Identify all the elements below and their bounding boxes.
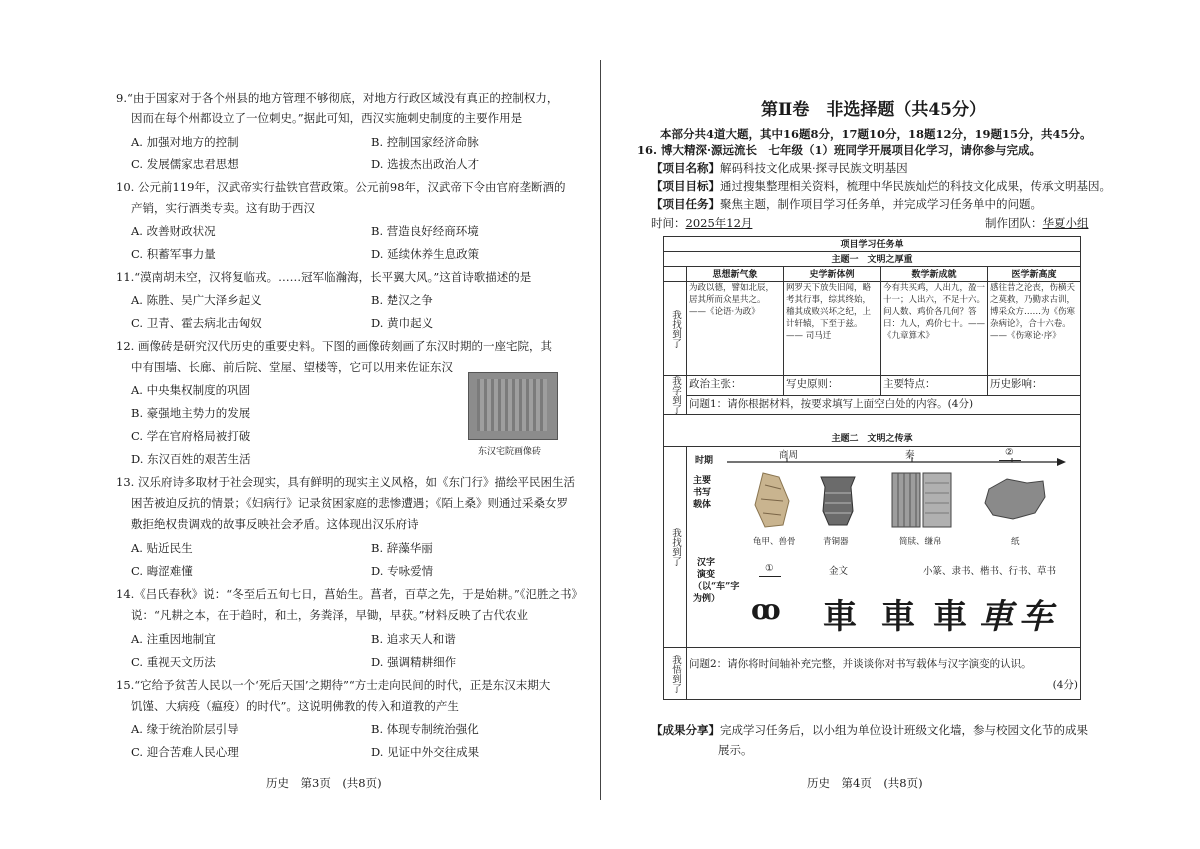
- q14-option-a: A. 注重因地制宜: [131, 632, 216, 646]
- share-line-1: [651, 722, 1088, 738]
- q12-stem-line1: 12. 画像砖是研究汉代历史的重要史料。下图的画像砖刻画了东汉时期的一座宅院，其: [116, 339, 552, 353]
- q9-option-d: D. 选拔杰出政治人才: [371, 157, 480, 171]
- q10-option-b: B. 营造良好经商环境: [371, 224, 479, 238]
- q9-option-b: B. 控制国家经济命脉: [371, 135, 479, 149]
- task-sheet-table: [663, 236, 1081, 700]
- brick-relief-image: [468, 372, 558, 440]
- script-bronze: 金文: [829, 566, 849, 577]
- header-history: 史学新体例: [784, 267, 881, 282]
- left-page: [0, 0, 598, 849]
- q14-stem-line1: 14.《吕氏春秋》说：“冬至后五旬七日，菖始生。菖者，百草之先，于是始耕。”《氾胜之书》: [116, 587, 584, 601]
- project-task-line: [651, 196, 1042, 212]
- glyph-running-che: 車: [979, 597, 1013, 637]
- q15-option-a: A. 缘于统治阶层引导: [131, 722, 239, 736]
- q13-option-d: D. 专咏爱情: [371, 564, 434, 578]
- label-evolution: 汉字演变（以“车”字为例）: [693, 558, 740, 604]
- oracle-bone-image: [749, 471, 793, 529]
- project-name-value: 解码科技文化成果·探寻民族文明基因: [720, 161, 908, 175]
- q15-stem-line2: 饥馑、大病疫（瘟疫）的时代”。这说明佛教的传入和道教的产生: [131, 699, 459, 713]
- q13-option-c: C. 晦涩难懂: [131, 564, 193, 578]
- q13-stem-line1: 13. 汉乐府诗多取材于社会现实，具有鲜明的现实主义风格，如《东门行》描绘平民困生活: [116, 475, 575, 489]
- header-thought: 思想新气象: [687, 267, 784, 282]
- project-name-label: 【项目名称】: [651, 161, 720, 175]
- carrier-bamboo-silk: 简牍、缣帛: [899, 537, 942, 547]
- timeline-arrow: [727, 457, 1067, 467]
- glyph-oracle-che: ꝏ: [751, 593, 775, 626]
- q9-option-c: C. 发展儒家忠君思想: [131, 157, 239, 171]
- q11-option-c: C. 卫青、霍去病北击匈奴: [131, 316, 262, 330]
- material-analects: 为政以德，譬如北辰，居其所而众星共之。——《论语·为政》: [687, 282, 784, 376]
- share-text-1: 完成学习任务后，以小组为单位设计班级文化墙，参与校园文化节的成果: [720, 723, 1088, 737]
- q13-option-a: A. 贴近民生: [131, 541, 193, 555]
- period-qin: 秦: [905, 450, 915, 461]
- blank-1-underline: [759, 576, 781, 577]
- q15-option-d: D. 见证中外交往成果: [371, 745, 480, 759]
- section-title: 第Ⅱ卷 非选择题（共45分）: [761, 100, 986, 120]
- blank-main-feature[interactable]: 主要特点：: [881, 376, 988, 396]
- carrier-oracle-bone: 龟甲、兽骨: [753, 537, 796, 547]
- glyph-seal-che: 車: [881, 597, 915, 637]
- team-line: [985, 215, 1089, 231]
- carrier-paper: 纸: [1011, 537, 1020, 547]
- team-label: 制作团队：: [985, 216, 1043, 230]
- q9-stem-line2: 因而在每个州都设立了一位刺史。”据此可知，西汉实施刺史制度的主要作用是: [131, 111, 523, 125]
- q10-option-d: D. 延续休养生息政策: [371, 247, 480, 261]
- q14-stem-line2: 说：“凡耕之本，在于趋时，和土，务粪泽，早锄，早获。”材料反映了古代农业: [131, 608, 529, 622]
- carrier-bronze: 青铜器: [823, 537, 849, 547]
- project-goal-label: 【项目目标】: [651, 179, 720, 193]
- share-label: 【成果分享】: [651, 723, 720, 737]
- glyph-cursive-che: 车: [1019, 597, 1053, 637]
- blank-political-idea[interactable]: 政治主张：: [687, 376, 784, 396]
- script-blank-1[interactable]: ①: [765, 563, 774, 574]
- q11-option-a: A. 陈胜、吴广大泽乡起义: [131, 293, 262, 307]
- q16-intro: 16. 博大精深·源远流长 七年级（1）班同学开展项目化学习，请你参与完成。: [637, 143, 1042, 157]
- q11-option-b: B. 楚汉之争: [371, 293, 433, 307]
- q10-option-c: C. 积蓄军事力量: [131, 247, 216, 261]
- material-sima-qian: 网罗天下放失旧闻，略考其行事，综其终始，稽其成败兴坏之纪，上计轩辕，下至于兹。—— 司马迁: [784, 282, 881, 376]
- project-name-line: [651, 160, 908, 176]
- q9-stem-line1: 9.“由于国家对于各个州县的地方管理不够彻底，对地方行政区域没有真正的控制权力，: [116, 91, 559, 105]
- brick-image-caption: 东汉宅院画像砖: [478, 447, 542, 457]
- script-later-forms: 小篆、隶书、楷书、行书、草书: [923, 566, 1057, 577]
- bronze-vessel-image: [813, 471, 863, 529]
- blank-history-principle[interactable]: 写史原则：: [784, 376, 881, 396]
- task-sheet-title: 项目学习任务单: [664, 237, 1081, 252]
- page-divider: [600, 60, 601, 800]
- row-label-found-2: 我找到了: [664, 447, 687, 648]
- glyph-clerical-che: 車: [933, 597, 967, 637]
- q12-option-a: A. 中央集权制度的巩固: [131, 383, 251, 397]
- project-task-label: 【项目任务】: [651, 197, 720, 211]
- time-line: [651, 215, 752, 231]
- page-footer-right: 历史 第4页 (共8页): [807, 776, 923, 790]
- header-medicine: 医学新高度: [988, 267, 1081, 282]
- header-math: 数学新成就: [881, 267, 988, 282]
- project-task-value: 聚焦主题，制作项目学习任务单，并完成学习任务单中的问题。: [720, 197, 1042, 211]
- blank-historical-impact[interactable]: 历史影响：: [988, 376, 1081, 396]
- q13-stem-line3: 敷拒绝权贵调戏的故事反映社会矛盾。这体现出汉乐府诗: [131, 517, 419, 531]
- q12-option-b: B. 豪强地主势力的发展: [131, 406, 251, 420]
- share-text-2: 展示。: [718, 743, 753, 757]
- question-2: 问题2：请你将时间轴补充完整，并谈谈你对书写载体与汉字演变的认识。: [689, 658, 1032, 670]
- theme1-title: 主题一 文明之厚重: [664, 252, 1081, 267]
- paper-image: [983, 475, 1049, 525]
- row-label-learned: 我学到了: [664, 376, 687, 415]
- label-carrier: 主要书写载体: [693, 476, 712, 510]
- period-blank-2[interactable]: ②: [1005, 447, 1014, 458]
- project-goal-line: [651, 178, 1111, 194]
- label-period: 时期: [695, 456, 714, 466]
- q14-option-b: B. 追求天人和谐: [371, 632, 456, 646]
- glyph-bronze-che: 車: [823, 597, 857, 637]
- row-label-think: 我悟到了: [664, 648, 687, 700]
- q11-option-d: D. 黄巾起义: [371, 316, 434, 330]
- row-label-found: 我找到了: [664, 282, 687, 376]
- project-goal-value: 通过搜集整理相关资料，梳理中华民族灿烂的科技文化成果，传承文明基因。: [720, 179, 1111, 193]
- time-value: 2025年12月: [685, 216, 753, 230]
- q10-option-a: A. 改善财政状况: [131, 224, 216, 238]
- question-2-cell: [687, 648, 1081, 700]
- material-shanghan: 感往昔之沦丧，伤横夭之莫救，乃勤求古训，博采众方……为《伤寒杂病论》，合十六卷。——《伤寒论·序》: [988, 282, 1081, 376]
- q14-option-d: D. 强调精耕细作: [371, 655, 457, 669]
- bamboo-silk-image: [890, 471, 954, 529]
- q15-option-c: C. 迎合苦难人民心理: [131, 745, 239, 759]
- question-2-score: (4分): [1052, 679, 1078, 691]
- q10-stem-line1: 10. 公元前119年，汉武帝实行盐铁官营政策。公元前98年，汉武帝下令由官府垄断酒的: [116, 180, 566, 194]
- page-footer-left: 历史 第3页 (共8页): [266, 776, 382, 790]
- q15-stem-line1: 15.“它给予贫苦人民以一个‘死后天国’之期待”“方士走向民间的时代，正是东汉末期大: [116, 678, 551, 692]
- q14-option-c: C. 重视天文历法: [131, 655, 216, 669]
- q15-option-b: B. 体现专制统治强化: [371, 722, 479, 736]
- q13-option-b: B. 辞藻华丽: [371, 541, 433, 555]
- q11-stem-line1: 11.“漠南胡未空，汉将复临戎。……冠军临瀚海，长平翼大风。”这首诗歌描述的是: [116, 270, 532, 284]
- material-nine-chapters: 今有共买鸡，人出九，盈一十一；人出六，不足十六。问人数、鸡价各几何？答曰：九人，鸡价七十。——《九章算术》: [881, 282, 988, 376]
- q12-stem-line2: 中有围墙、长廊、前后院、堂屋、望楼等，它可以用来佐证东汉: [131, 360, 453, 374]
- q12-option-c: C. 学在官府格局被打破: [131, 429, 251, 443]
- theme2-title: 主题二 文明之传承: [664, 431, 1081, 447]
- q9-option-a: A. 加强对地方的控制: [131, 135, 239, 149]
- question-1: 问题1：请你根据材料，按要求填写上面空白处的内容。(4分): [687, 395, 1081, 415]
- time-label: 时间：: [651, 216, 686, 230]
- period-shang-zhou: 商周: [779, 450, 799, 461]
- q10-stem-line2: 产销，实行酒类专卖。这有助于西汉: [131, 201, 315, 215]
- section-instruction: 本部分共4道大题，其中16题8分，17题10分，18题12分，19题15分，共45分。: [660, 127, 1092, 141]
- q12-option-d: D. 东汉百姓的艰苦生活: [131, 452, 251, 466]
- team-value: 华夏小组: [1042, 216, 1089, 230]
- theme2-content: [687, 447, 1081, 648]
- q13-stem-line2: 困苦被迫反抗的情景；《妇病行》记录贫困家庭的悲惨遭遇；《陌上桑》则通过采桑女罗: [131, 496, 568, 510]
